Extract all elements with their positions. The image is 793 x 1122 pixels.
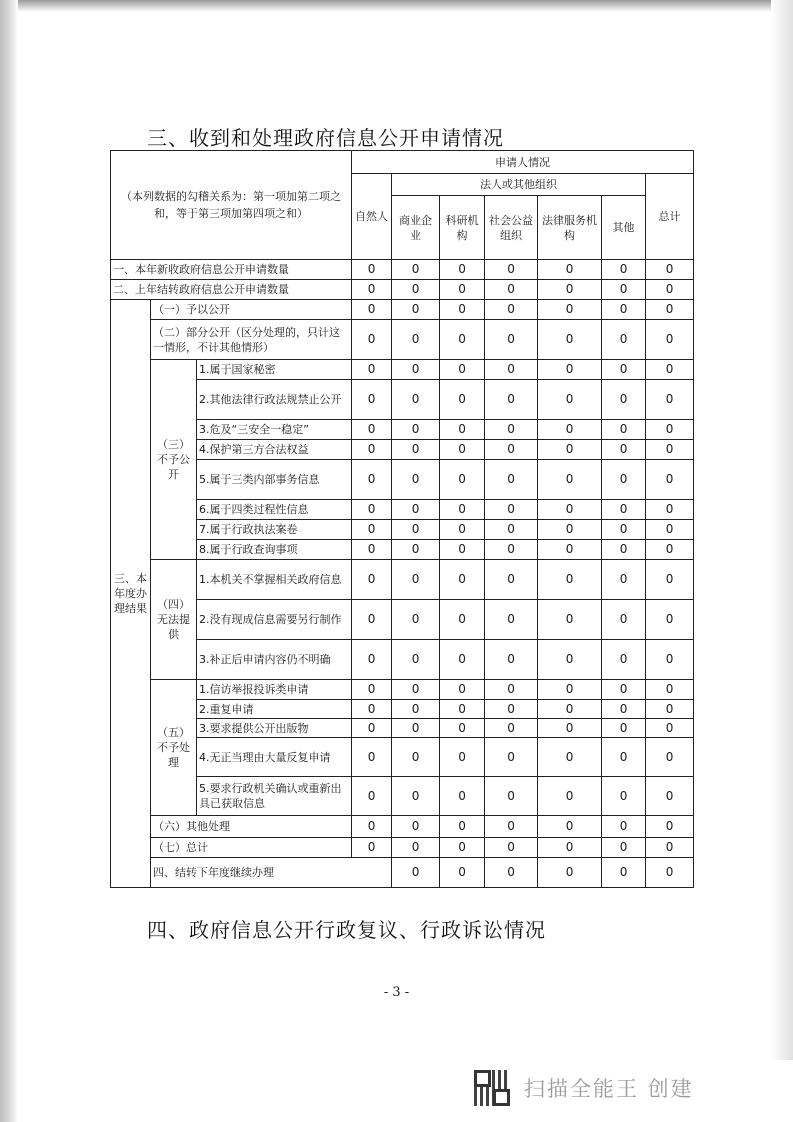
not-processed-item-value: 0 bbox=[485, 738, 538, 777]
not-disclosed-item-value: 0 bbox=[440, 440, 485, 460]
row-partial-value: 0 bbox=[392, 320, 440, 360]
table-row bbox=[111, 320, 694, 360]
not-disclosed-item-label: 4.保护第三方合法权益 bbox=[197, 440, 352, 460]
not-disclosed-item-value: 0 bbox=[352, 440, 392, 460]
row-subtotal-value: 0 bbox=[485, 838, 538, 858]
not-processed-item-value: 0 bbox=[485, 777, 538, 816]
not-disclosed-item-value: 0 bbox=[485, 520, 538, 540]
col-legal-service: 法律服务机构 bbox=[538, 196, 602, 260]
section-3-title: 三、收到和处理政府信息公开申请情况 bbox=[147, 126, 504, 150]
row-new-applications-label: 一、本年新收政府信息公开申请数量 bbox=[111, 260, 352, 280]
not-disclosed-item-value: 0 bbox=[602, 460, 646, 500]
table-row bbox=[111, 460, 694, 500]
not-disclosed-item-value: 0 bbox=[352, 540, 392, 560]
table-row bbox=[111, 838, 694, 858]
not-processed-item-value: 0 bbox=[440, 777, 485, 816]
row-carry-forward-value: 0 bbox=[538, 858, 602, 888]
row-other-handling-label: （六）其他处理 bbox=[151, 816, 352, 838]
not-processed-item-value: 0 bbox=[440, 700, 485, 719]
row-carried-over-value: 0 bbox=[352, 280, 392, 300]
watermark-text: 扫描全能王 创建 bbox=[524, 1077, 694, 1101]
not-processed-item-value: 0 bbox=[440, 680, 485, 700]
not-disclosed-item-value: 0 bbox=[352, 500, 392, 520]
not-disclosed-item-label: 1.属于国家秘密 bbox=[197, 360, 352, 380]
not-processed-item-value: 0 bbox=[646, 738, 694, 777]
table-row bbox=[111, 420, 694, 440]
unable-item-value: 0 bbox=[602, 640, 646, 680]
application-stats-table bbox=[110, 150, 694, 888]
unable-item-value: 0 bbox=[538, 600, 602, 640]
row-subtotal-value: 0 bbox=[538, 838, 602, 858]
section-4-title: 四、政府信息公开行政复议、行政诉讼情况 bbox=[147, 918, 546, 942]
unable-item-value: 0 bbox=[646, 560, 694, 600]
row-carried-over-label: 二、上年结转政府信息公开申请数量 bbox=[111, 280, 352, 300]
not-processed-item-value: 0 bbox=[538, 719, 602, 738]
not-disclosed-item-value: 0 bbox=[485, 540, 538, 560]
not-disclosed-item-value: 0 bbox=[602, 440, 646, 460]
scan-shadow-left bbox=[0, 0, 18, 1122]
row-disclosed-value: 0 bbox=[440, 300, 485, 320]
row-disclosed-value: 0 bbox=[392, 300, 440, 320]
not-disclosed-item-label: 6.属于四类过程性信息 bbox=[197, 500, 352, 520]
unable-item-value: 0 bbox=[440, 640, 485, 680]
unable-item-value: 0 bbox=[352, 560, 392, 600]
table-row bbox=[111, 738, 694, 777]
not-processed-item-value: 0 bbox=[485, 719, 538, 738]
not-processed-item-value: 0 bbox=[352, 700, 392, 719]
not-disclosed-item-value: 0 bbox=[646, 520, 694, 540]
group-unable-label: （四）无法提供 bbox=[151, 560, 197, 680]
not-disclosed-item-value: 0 bbox=[538, 520, 602, 540]
not-processed-item-value: 0 bbox=[602, 738, 646, 777]
not-processed-item-label: 3.要求提供公开出版物 bbox=[197, 719, 352, 738]
not-disclosed-item-value: 0 bbox=[352, 520, 392, 540]
row-new-applications-value: 0 bbox=[602, 260, 646, 280]
not-disclosed-item-value: 0 bbox=[538, 540, 602, 560]
row-disclosed-value: 0 bbox=[352, 300, 392, 320]
row-carry-forward-value: 0 bbox=[440, 858, 485, 888]
row-partial-value: 0 bbox=[602, 320, 646, 360]
not-disclosed-item-value: 0 bbox=[602, 540, 646, 560]
row-partial-value: 0 bbox=[646, 320, 694, 360]
not-disclosed-item-value: 0 bbox=[485, 420, 538, 440]
row-disclosed-value: 0 bbox=[538, 300, 602, 320]
not-disclosed-item-value: 0 bbox=[646, 460, 694, 500]
not-disclosed-item-label: 5.属于三类内部事务信息 bbox=[197, 460, 352, 500]
not-disclosed-item-value: 0 bbox=[646, 440, 694, 460]
applicant-header: 申请人情况 bbox=[352, 151, 694, 174]
table-row bbox=[111, 600, 694, 640]
not-processed-item-value: 0 bbox=[602, 719, 646, 738]
table-row bbox=[111, 680, 694, 700]
not-disclosed-item-value: 0 bbox=[392, 440, 440, 460]
not-processed-item-value: 0 bbox=[646, 777, 694, 816]
not-disclosed-item-value: 0 bbox=[440, 540, 485, 560]
scan-shadow-top bbox=[0, 0, 793, 12]
not-processed-item-value: 0 bbox=[392, 700, 440, 719]
not-disclosed-item-value: 0 bbox=[485, 460, 538, 500]
row-new-applications-value: 0 bbox=[485, 260, 538, 280]
not-disclosed-item-label: 2.其他法律行政法规禁止公开 bbox=[197, 380, 352, 420]
row-subtotal-label: （七）总计 bbox=[151, 838, 352, 858]
not-disclosed-item-value: 0 bbox=[440, 500, 485, 520]
table-row bbox=[111, 777, 694, 816]
unable-item-value: 0 bbox=[538, 560, 602, 600]
not-disclosed-item-value: 0 bbox=[602, 500, 646, 520]
not-disclosed-item-value: 0 bbox=[602, 420, 646, 440]
not-disclosed-item-value: 0 bbox=[646, 500, 694, 520]
scan-shadow-right bbox=[771, 0, 793, 1060]
row-other-handling-value: 0 bbox=[352, 816, 392, 838]
col-research: 科研机构 bbox=[440, 196, 485, 260]
not-disclosed-item-label: 7.属于行政执法案卷 bbox=[197, 520, 352, 540]
unable-item-value: 0 bbox=[485, 600, 538, 640]
not-processed-item-value: 0 bbox=[392, 777, 440, 816]
col-commercial: 商业企业 bbox=[392, 196, 440, 260]
not-disclosed-item-value: 0 bbox=[440, 520, 485, 540]
row-carried-over-value: 0 bbox=[646, 280, 694, 300]
row-other-handling-value: 0 bbox=[392, 816, 440, 838]
unable-item-label: 2.没有现成信息需要另行制作 bbox=[197, 600, 352, 640]
not-processed-item-value: 0 bbox=[485, 700, 538, 719]
row-subtotal-value: 0 bbox=[440, 838, 485, 858]
not-processed-item-label: 5.要求行政机关确认或重新出具已获取信息 bbox=[197, 777, 352, 816]
row-partial-value: 0 bbox=[352, 320, 392, 360]
row-disclosed-value: 0 bbox=[646, 300, 694, 320]
not-processed-item-value: 0 bbox=[392, 680, 440, 700]
not-disclosed-item-value: 0 bbox=[392, 520, 440, 540]
unable-item-value: 0 bbox=[392, 560, 440, 600]
row-subtotal-value: 0 bbox=[602, 838, 646, 858]
not-disclosed-item-value: 0 bbox=[440, 380, 485, 420]
not-processed-item-value: 0 bbox=[538, 777, 602, 816]
not-processed-item-value: 0 bbox=[646, 700, 694, 719]
row-other-handling-value: 0 bbox=[646, 816, 694, 838]
not-disclosed-item-value: 0 bbox=[646, 540, 694, 560]
unable-item-label: 1.本机关不掌握相关政府信息 bbox=[197, 560, 352, 600]
row-other-handling-value: 0 bbox=[485, 816, 538, 838]
group-not-disclosed-label: （三）不予公开 bbox=[151, 360, 197, 560]
not-disclosed-item-value: 0 bbox=[538, 360, 602, 380]
unable-item-value: 0 bbox=[392, 640, 440, 680]
not-disclosed-item-value: 0 bbox=[538, 420, 602, 440]
row-disclosed-value: 0 bbox=[602, 300, 646, 320]
not-disclosed-item-value: 0 bbox=[392, 540, 440, 560]
unable-item-value: 0 bbox=[602, 560, 646, 600]
row-subtotal-value: 0 bbox=[352, 838, 392, 858]
row-subtotal-value: 0 bbox=[646, 838, 694, 858]
table-row bbox=[111, 700, 694, 719]
not-processed-item-value: 0 bbox=[646, 719, 694, 738]
row-carry-forward-value: 0 bbox=[485, 858, 538, 888]
not-processed-item-value: 0 bbox=[602, 777, 646, 816]
not-disclosed-item-value: 0 bbox=[440, 360, 485, 380]
not-processed-item-value: 0 bbox=[440, 719, 485, 738]
row-partial-value: 0 bbox=[485, 320, 538, 360]
table-note: （本列数据的勾稽关系为：第一项加第二项之和，等于第三项加第四项之和） bbox=[111, 151, 352, 260]
not-processed-item-value: 0 bbox=[646, 680, 694, 700]
row-partial-label: （二）部分公开（区分处理的，只计这一情形，不计其他情形） bbox=[151, 320, 352, 360]
table-row bbox=[111, 858, 694, 888]
row-other-handling-value: 0 bbox=[440, 816, 485, 838]
not-disclosed-item-value: 0 bbox=[646, 380, 694, 420]
row-carry-forward-label: 四、结转下年度继续办理 bbox=[151, 858, 392, 888]
table-row bbox=[111, 560, 694, 600]
not-disclosed-item-value: 0 bbox=[352, 460, 392, 500]
group-not-processed-label: （五）不予处理 bbox=[151, 680, 197, 816]
unable-item-value: 0 bbox=[352, 640, 392, 680]
unable-item-value: 0 bbox=[440, 560, 485, 600]
not-disclosed-item-value: 0 bbox=[352, 360, 392, 380]
unable-item-value: 0 bbox=[352, 600, 392, 640]
not-disclosed-item-value: 0 bbox=[646, 360, 694, 380]
row-partial-value: 0 bbox=[440, 320, 485, 360]
row-carried-over-value: 0 bbox=[538, 280, 602, 300]
not-processed-item-value: 0 bbox=[538, 700, 602, 719]
not-disclosed-item-value: 0 bbox=[602, 520, 646, 540]
not-disclosed-item-value: 0 bbox=[392, 460, 440, 500]
row-new-applications-value: 0 bbox=[352, 260, 392, 280]
row-partial-value: 0 bbox=[538, 320, 602, 360]
row-disclosed-value: 0 bbox=[485, 300, 538, 320]
table-row bbox=[111, 260, 694, 280]
row-other-handling-value: 0 bbox=[538, 816, 602, 838]
not-disclosed-item-value: 0 bbox=[392, 500, 440, 520]
row-new-applications-value: 0 bbox=[392, 260, 440, 280]
not-disclosed-item-value: 0 bbox=[646, 420, 694, 440]
not-processed-item-label: 1.信访举报投诉类申请 bbox=[197, 680, 352, 700]
col-social: 社会公益组织 bbox=[485, 196, 538, 260]
table-row bbox=[111, 440, 694, 460]
col-other: 其他 bbox=[602, 196, 646, 260]
table-row bbox=[111, 640, 694, 680]
table-row bbox=[111, 719, 694, 738]
not-disclosed-item-value: 0 bbox=[440, 460, 485, 500]
not-processed-item-value: 0 bbox=[352, 719, 392, 738]
unable-item-value: 0 bbox=[602, 600, 646, 640]
not-disclosed-item-value: 0 bbox=[352, 420, 392, 440]
not-processed-item-value: 0 bbox=[485, 680, 538, 700]
unable-item-label: 3.补正后申请内容仍不明确 bbox=[197, 640, 352, 680]
not-disclosed-item-value: 0 bbox=[392, 420, 440, 440]
not-disclosed-item-value: 0 bbox=[392, 360, 440, 380]
section-3-label: 三、本年度办理结果 bbox=[111, 300, 151, 888]
row-new-applications-value: 0 bbox=[538, 260, 602, 280]
not-disclosed-item-value: 0 bbox=[485, 360, 538, 380]
row-disclosed-label: （一）予以公开 bbox=[151, 300, 352, 320]
table-row bbox=[111, 380, 694, 420]
not-disclosed-item-value: 0 bbox=[538, 500, 602, 520]
not-processed-item-value: 0 bbox=[392, 738, 440, 777]
not-disclosed-item-value: 0 bbox=[485, 500, 538, 520]
not-disclosed-item-value: 0 bbox=[538, 460, 602, 500]
row-carry-forward-value: 0 bbox=[602, 858, 646, 888]
row-new-applications-value: 0 bbox=[440, 260, 485, 280]
row-other-handling-value: 0 bbox=[602, 816, 646, 838]
row-subtotal-value: 0 bbox=[392, 838, 440, 858]
row-new-applications-value: 0 bbox=[646, 260, 694, 280]
not-processed-item-value: 0 bbox=[538, 738, 602, 777]
not-disclosed-item-value: 0 bbox=[538, 380, 602, 420]
row-carried-over-value: 0 bbox=[485, 280, 538, 300]
unable-item-value: 0 bbox=[485, 560, 538, 600]
legal-group-header: 法人或其他组织 bbox=[392, 174, 646, 196]
not-disclosed-item-value: 0 bbox=[485, 380, 538, 420]
table-row bbox=[111, 300, 694, 320]
row-carry-forward-value: 0 bbox=[392, 858, 440, 888]
table-row bbox=[111, 520, 694, 540]
not-disclosed-item-value: 0 bbox=[538, 440, 602, 460]
unable-item-value: 0 bbox=[538, 640, 602, 680]
not-processed-item-value: 0 bbox=[440, 738, 485, 777]
table-row bbox=[111, 500, 694, 520]
row-carried-over-value: 0 bbox=[392, 280, 440, 300]
not-disclosed-item-value: 0 bbox=[602, 380, 646, 420]
scanner-watermark bbox=[474, 1069, 694, 1107]
not-processed-item-value: 0 bbox=[392, 719, 440, 738]
not-disclosed-item-value: 0 bbox=[440, 420, 485, 440]
not-processed-item-value: 0 bbox=[352, 738, 392, 777]
table-row bbox=[111, 360, 694, 380]
not-disclosed-item-value: 0 bbox=[485, 440, 538, 460]
not-processed-item-value: 0 bbox=[538, 680, 602, 700]
not-disclosed-item-value: 0 bbox=[352, 380, 392, 420]
page-number: - 3 - bbox=[383, 985, 410, 1000]
table-row bbox=[111, 540, 694, 560]
table-row bbox=[111, 816, 694, 838]
not-disclosed-item-label: 8.属于行政查询事项 bbox=[197, 540, 352, 560]
not-processed-item-value: 0 bbox=[602, 680, 646, 700]
unable-item-value: 0 bbox=[485, 640, 538, 680]
not-processed-item-value: 0 bbox=[602, 700, 646, 719]
col-natural-person: 自然人 bbox=[352, 174, 392, 260]
not-disclosed-item-value: 0 bbox=[602, 360, 646, 380]
not-processed-item-value: 0 bbox=[352, 680, 392, 700]
not-disclosed-item-label: 3.危及“三安全一稳定” bbox=[197, 420, 352, 440]
row-carried-over-value: 0 bbox=[602, 280, 646, 300]
row-carry-forward-value: 0 bbox=[646, 858, 694, 888]
unable-item-value: 0 bbox=[646, 600, 694, 640]
not-processed-item-label: 4.无正当理由大量反复申请 bbox=[197, 738, 352, 777]
not-processed-item-value: 0 bbox=[352, 777, 392, 816]
unable-item-value: 0 bbox=[440, 600, 485, 640]
unable-item-value: 0 bbox=[392, 600, 440, 640]
table-row bbox=[111, 280, 694, 300]
col-total: 总计 bbox=[646, 174, 694, 260]
row-carried-over-value: 0 bbox=[440, 280, 485, 300]
qr-code-icon bbox=[474, 1070, 510, 1106]
not-processed-item-label: 2.重复申请 bbox=[197, 700, 352, 719]
not-disclosed-item-value: 0 bbox=[392, 380, 440, 420]
unable-item-value: 0 bbox=[646, 640, 694, 680]
